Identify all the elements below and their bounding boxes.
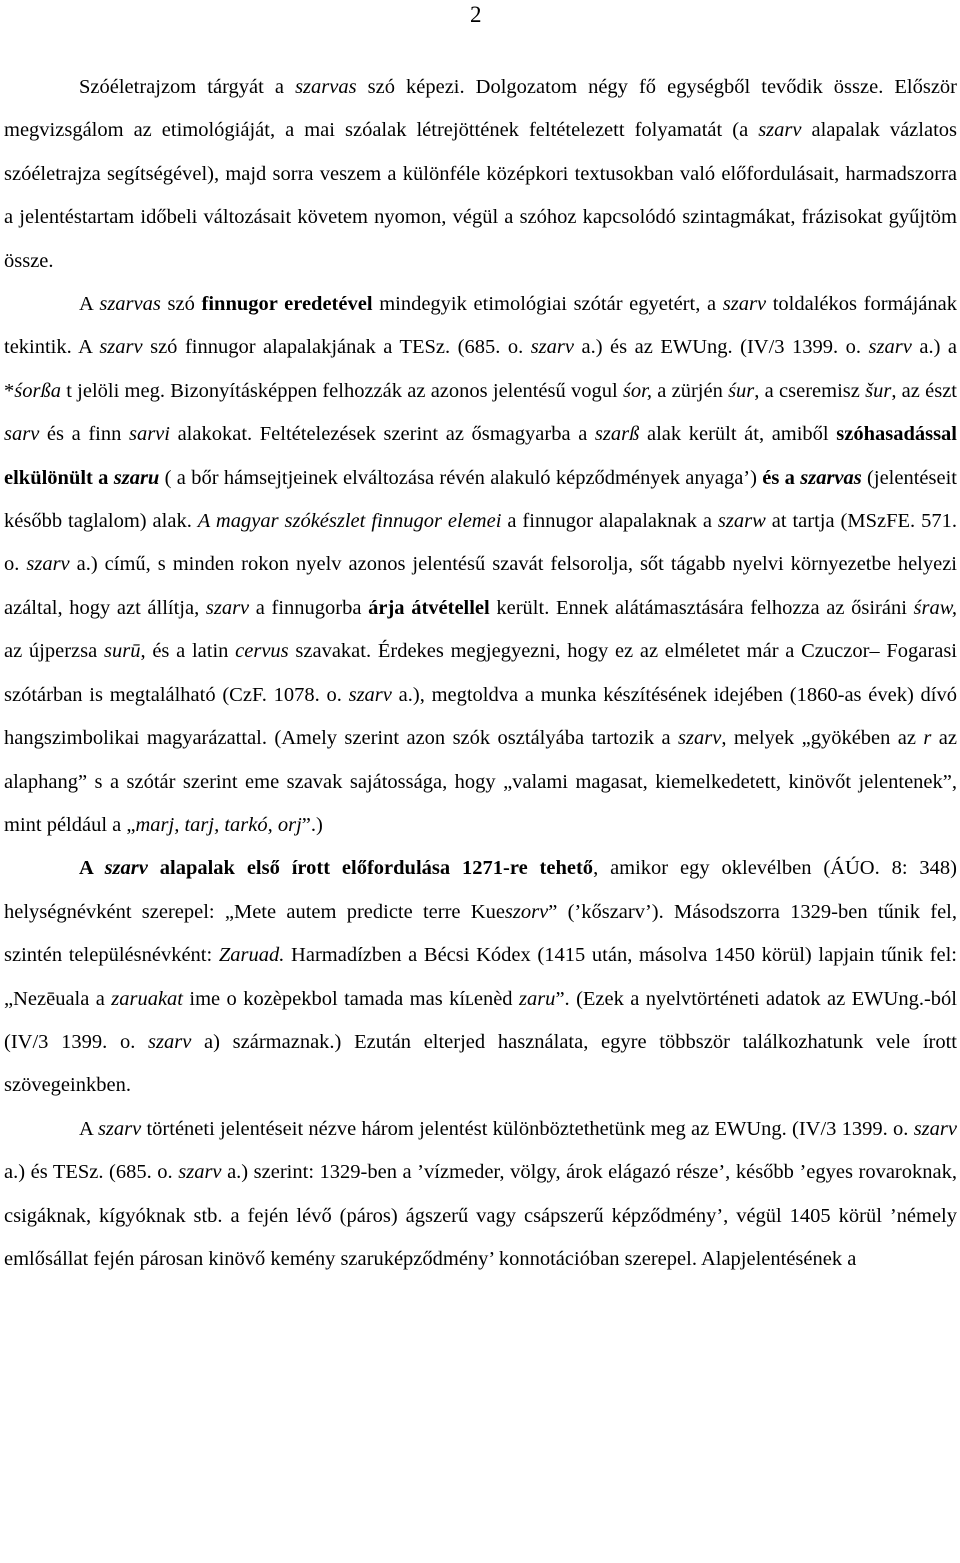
text-run: a.), megtoldva a munka készítésének idejében (1860-as évek) dívó hangszimbolikai magyarázattal. (Amely szerint azon szók osztályába tartozik a bbox=[4, 683, 957, 750]
text-run: šur bbox=[865, 379, 892, 402]
text-run: alapalak vázlatos szóéletrajza segítségével), majd sorra veszem a különféle középkori textusokban való előfordulásait, harmadszorra a jelentéstartam időbeli változásait követem nyomon, végül a szóhoz kapcsolódó szintagmákat, frázisokat gyűjtöm össze. bbox=[4, 119, 957, 272]
text-run: mindegyik etimológiai szótár egyetért, a bbox=[372, 293, 723, 316]
text-run: Harmadízben a Bécsi Kódex (1415 után, másolva 1450 körül) lapjain tűnik fel: „Nezēuala a bbox=[4, 944, 957, 1010]
text-run: szarß bbox=[594, 423, 640, 446]
text-run: t jelöli meg. Bizonyításképpen felhozzák az azonos jelentésű vogul bbox=[60, 379, 623, 402]
text-run: a.) és TESz. (685. o. bbox=[4, 1161, 179, 1184]
text-run: ime o kozèpekbol tamada mas kíʟenèd bbox=[183, 987, 519, 1010]
text-run: az újperzsa bbox=[4, 640, 104, 663]
text-run: szarv bbox=[722, 293, 767, 316]
text-run: szó képezi. Dolgozatom négy fő egységből tevődik össze. Először megvizsgálom az etimológiáját, a mai szóalak létrejöttének feltételezett folyamatát (a bbox=[4, 76, 958, 142]
text-run: szarv bbox=[530, 336, 574, 359]
text-run: szarvas bbox=[800, 466, 862, 489]
text-run: és a bbox=[762, 466, 801, 489]
text-run: , a cseremisz bbox=[754, 379, 866, 402]
document-body bbox=[4, 66, 957, 1281]
text-run: Zaruad. bbox=[218, 944, 285, 967]
text-run: szarv bbox=[178, 1161, 222, 1184]
text-run: alak került át, amiből bbox=[639, 423, 837, 446]
text-run: szarv bbox=[758, 119, 802, 142]
text-run: szó finnugor alapalakjának a TESz. (685. o. bbox=[142, 336, 531, 359]
text-run: szó bbox=[160, 293, 202, 316]
text-run: szorv bbox=[504, 900, 549, 923]
text-run: szóhasadással elkülönült a bbox=[4, 423, 958, 489]
text-run: , és a latin bbox=[140, 640, 236, 663]
text-run: zaruakat bbox=[111, 987, 183, 1010]
text-run: sarvi bbox=[128, 423, 170, 446]
text-run: cervus bbox=[235, 640, 289, 663]
text-run: ” (’kőszarv’). Másodszorra 1329-ben tűnik fel, szintén településnévként: bbox=[4, 900, 957, 967]
text-run: (jelentéseit később taglalom) alak. bbox=[4, 466, 957, 533]
paragraph-1 bbox=[4, 66, 957, 283]
text-run: , amikor egy oklevélben (ÁÚO. 8: 348) helységnévként szerepel: „Mete autem predicte terre Kue bbox=[4, 857, 957, 923]
text-run: śur bbox=[728, 379, 755, 402]
text-run: A magyar szókészlet finnugor elemei bbox=[197, 510, 502, 533]
text-run: szarv bbox=[99, 336, 143, 359]
text-run: A bbox=[79, 293, 100, 316]
text-run: a) származnak.) Ezután elterjed használata, egyre többször találkozhatunk vele írott szövegeinkben. bbox=[4, 1030, 958, 1097]
text-run: śraw, bbox=[913, 596, 958, 619]
text-run: szarv bbox=[104, 857, 148, 880]
text-run: A bbox=[79, 857, 105, 880]
text-run: ( a bőr hámsejtjeinek elváltozása révén alakuló képződmények anyaga’) bbox=[159, 466, 763, 489]
text-run: a finnugorba bbox=[249, 596, 369, 619]
text-run: és a finn bbox=[39, 423, 129, 446]
text-run: r bbox=[923, 727, 932, 750]
text-run: szarvas bbox=[99, 293, 161, 316]
text-run: szarvas bbox=[295, 76, 357, 98]
text-run: Szóéletrajzom tárgyát a bbox=[79, 76, 296, 98]
text-run: toldalékos formájának tekintik. A bbox=[4, 293, 957, 359]
text-run: ”.) bbox=[301, 813, 323, 836]
text-run: került. Ennek alátámasztására felhozza az ősiráni bbox=[489, 596, 914, 619]
text-run: surū bbox=[103, 640, 141, 663]
text-run: szarv bbox=[678, 727, 722, 750]
text-run: szarv bbox=[26, 553, 70, 576]
text-run: zaru bbox=[518, 987, 556, 1010]
text-run: szarv bbox=[348, 683, 392, 706]
text-run: szavakat. Érdekes megjegyezni, hogy ez az elméletet már a Czuczor– Fogarasi szótárban is megtalálható (CzF. 1078. o. bbox=[4, 640, 958, 706]
text-run: sarv bbox=[4, 423, 40, 446]
text-run: alakokat. Feltételezések szerint az ősmagyarba a bbox=[169, 423, 595, 446]
paragraph-4 bbox=[4, 1108, 957, 1282]
text-run: A bbox=[79, 1117, 98, 1140]
page-number: 2 bbox=[470, 2, 482, 27]
paragraph-3 bbox=[4, 847, 957, 1107]
text-run: a.) és az EWUng. (IV/3 1399. o. bbox=[574, 336, 869, 359]
text-run: , melyek „gyökében az bbox=[721, 727, 924, 750]
text-run: a zürjén bbox=[652, 379, 729, 402]
text-run: az alaphang” s a szótár szerint eme szavak sajátossága, hogy „valami magasat, kiemelkedetett, kinövőt jelentenek”, mint például a „ bbox=[4, 727, 957, 836]
text-run: finnugor eredetével bbox=[201, 293, 373, 316]
paragraph-2 bbox=[4, 283, 957, 847]
text-run: alapalak első írott előfordulása 1271-re tehető bbox=[147, 857, 594, 880]
text-run: szarv bbox=[97, 1117, 142, 1140]
text-run: szarv bbox=[148, 1030, 192, 1053]
text-run: a finnugor alapalaknak a bbox=[501, 510, 718, 533]
text-run: , az észt bbox=[891, 379, 958, 402]
text-run: szaru bbox=[113, 466, 160, 489]
text-run: a.) a * bbox=[4, 336, 957, 402]
text-run: szarv bbox=[913, 1117, 957, 1140]
text-run: történeti jelentéseit nézve három jelentést különböztethetünk meg az EWUng. (IV/3 1399. o. bbox=[141, 1117, 914, 1140]
text-run: szarw bbox=[717, 510, 766, 533]
text-run: marj, tarj, tarkó, orj bbox=[135, 813, 302, 836]
text-run: szarv bbox=[868, 336, 912, 359]
text-run: śorßa bbox=[14, 379, 61, 402]
text-run: a.) című, s minden rokon nyelv azonos jelentésű szavát felsorolja, sőt tágabb nyelvi környezetbe helyezi azáltal, hogy azt állítja, bbox=[4, 553, 958, 619]
text-run: at tartja (MSzFE. 571. o. bbox=[4, 510, 958, 576]
text-run: szarv bbox=[205, 596, 250, 619]
text-run: a.) szerint: 1329-ben a ’vízmeder, völgy, árok elágazó része’, később ’egyes rovaroknak, csigáknak, kígyóknak stb. a fején lévő (páros) ágszerű vagy csápszerű képződmény’, végül 1405 körül ’némely emlősállat fején párosan kinövő kemény szaruképződmény’ konnotációban szerepel. Alapjelentésének a bbox=[4, 1161, 957, 1270]
text-run: árja átvétellel bbox=[368, 596, 490, 619]
text-run: śor, bbox=[622, 379, 652, 402]
text-run: ”. (Ezek a nyelvtörténeti adatok az EWUng.-ból (IV/3 1399. o. bbox=[4, 987, 957, 1053]
